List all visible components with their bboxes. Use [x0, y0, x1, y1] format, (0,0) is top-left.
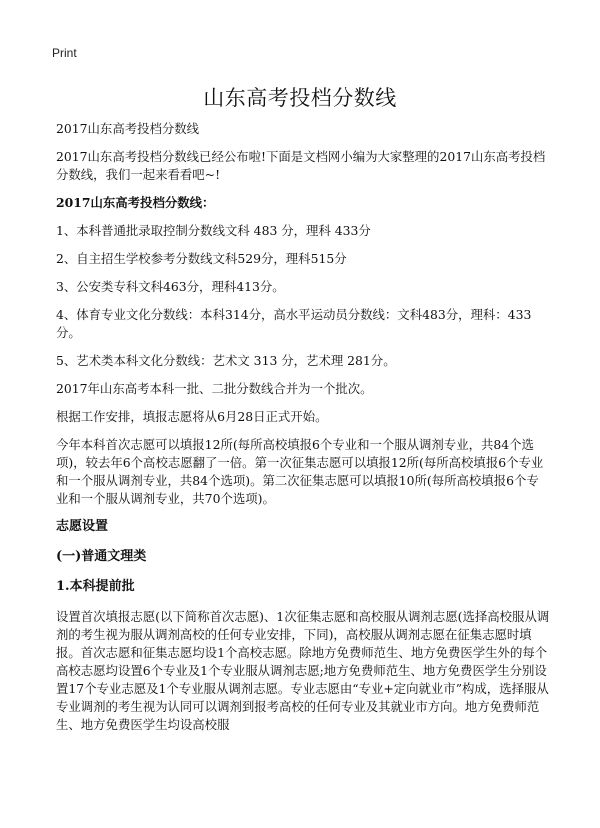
choices-paragraph: 今年本科首次志愿可以填报12所(每所高校填报6个专业和一个服从调剂专业，共84个选项)，较去年6个高校志愿翻了一倍。第一次征集志愿可以填报12所(每所高校填报6个专业和一个服从调剂专业，共84个选项)。第二次征集志愿可以填报10所(每所高校填报6个专业和一个服从调剂专业，共70个选项)。 [56, 437, 544, 506]
section-heading-scores: 2017山东高考投档分数线： [56, 195, 215, 210]
heading-general: (一)普通文理类 [56, 549, 147, 564]
page-title: 山东高考投档分数线 [203, 86, 397, 110]
score-item-3: 3、公安类专科文科463分，理科413分。 [56, 279, 285, 294]
score-item-1: 1、本科普通批录取控制分数线文科 483 分，理科 433分 [56, 223, 371, 238]
score-item-5: 5、艺术类本科文化分数线：艺术文 313 分，艺术理 281分。 [56, 353, 396, 368]
print-link[interactable]: Print [52, 46, 77, 60]
article-body [56, 120, 550, 744]
merge-paragraph: 2017年山东高考本科一批、二批分数线合并为一个批次。 [56, 381, 373, 396]
heading-settings: 志愿设置 [56, 519, 109, 534]
score-item-4: 4、体育专业文化分数线：本科314分，高水平运动员分数线：文科483分，理科：433分。 [56, 307, 532, 340]
heading-early-batch: 1.本科提前批 [56, 579, 135, 594]
early-batch-paragraph: 设置首次填报志愿(以下简称首次志愿)、1次征集志愿和高校服从调剂志愿(选择高校服从调剂的考生视为服从调剂高校的任何专业安排，下同)，高校服从调剂志愿在征集志愿时填报。首次志愿和征集志愿均设1个高校志愿。除地方免费师范生、地方免费医学生外的每个高校志愿均设置6个专业及1个专业服从调剂志愿;地方免费师范生、地方免费医学生分别设置17个专业志愿及1个专业服从调剂志愿。专业志愿由“专业+定向就业市”构成，选择服从专业调剂的考生视为认同可以调剂到报考高校的任何专业及其就业市方向。地方免费师范生、地方免费医学生均设高校服 [56, 609, 550, 732]
schedule-paragraph: 根据工作安排，填报志愿将从6月28日正式开始。 [56, 409, 328, 424]
intro-paragraph: 2017山东高考投档分数线已经公布啦!下面是文档网小编为大家整理的2017山东高考投档分数线，我们一起来看看吧~! [56, 149, 546, 182]
score-item-2: 2、自主招生学校参考分数线文科529分，理科515分 [56, 251, 347, 266]
article-subtitle: 2017山东高考投档分数线 [56, 121, 200, 136]
